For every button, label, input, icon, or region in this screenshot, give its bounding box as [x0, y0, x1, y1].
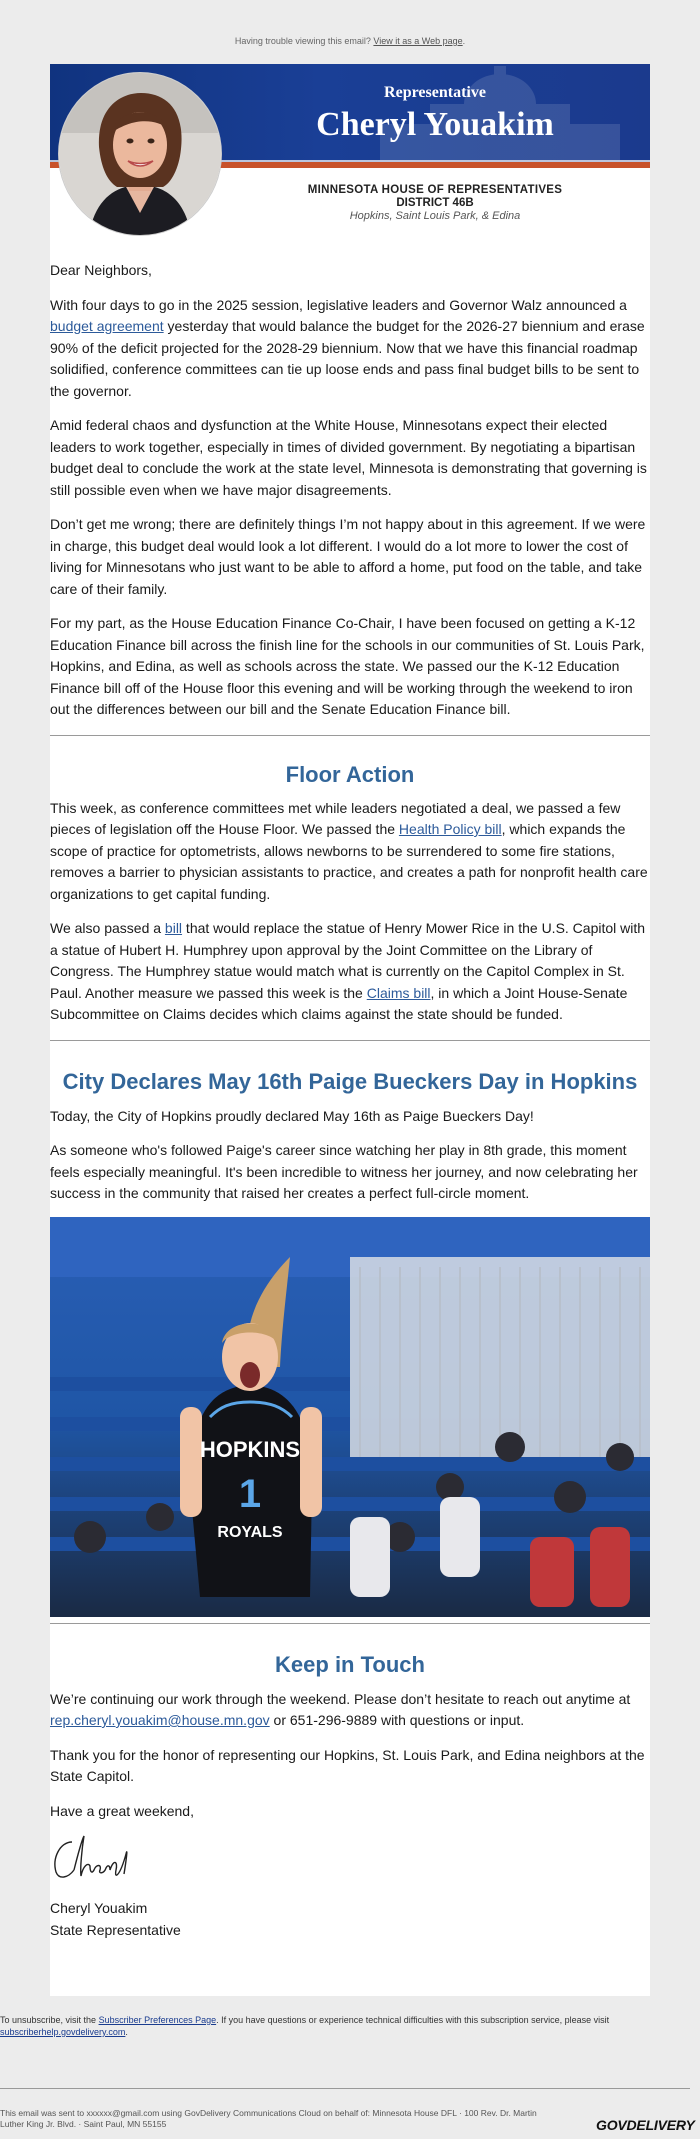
keep-p1-text-a: We’re continuing our work through the weekend. Please don’t hesitate to reach out anytime at [50, 1690, 631, 1707]
paige-heading: City Declares May 16th Paige Bueckers Day in Hopkins [62, 1068, 638, 1094]
footer-text-c: . [125, 2027, 128, 2037]
keep-paragraph-2: Thank you for the honor of representing our Hopkins, St. Louis Park, and Edina neighbors at the State Capitol. [50, 1746, 645, 1784]
district-number: DISTRICT 46B [396, 197, 474, 209]
signoff-name: Cheryl Youakim [50, 1900, 148, 1916]
jersey-number: 1 [238, 1471, 262, 1516]
greeting: Dear Neighbors, [50, 262, 152, 278]
preheader-end: . [462, 36, 466, 46]
claims-bill-link[interactable]: Claims bill [366, 984, 431, 1001]
intro-paragraph-1 [50, 295, 650, 403]
paige-paragraph-2: As someone who's followed Paige's career since watching her play in 8th grade, this moment feels especially meaningful. It's been incredible to witness her journey, and now celebrating her success in the community that raised her creates a perfect full-circle moment. [50, 1142, 638, 1201]
intro-section [50, 236, 650, 721]
floor-action-heading: Floor Action [285, 761, 415, 787]
floor-action-section [50, 736, 650, 1026]
intro-p1-text-b: yesterday that would balance the budget for the 2026-27 biennium and erase 90% of the deficit projected for the 2028-29 biennium. Now that we have this financial roadmap solidified, conference committees can tie up loose ends and pass final budget bills to be sent to the governor. [50, 318, 645, 399]
district-cities: Hopkins, Saint Louis Park, & Edina [349, 210, 521, 222]
intro-paragraph-4: For my part, as the House Education Finance Co-Chair, I have been focused on getting a K-12 Education Finance bill across the finish line for the schools in our communities of St. Louis Park, Hopkins, and Edina, as well as schools across the state. We passed our the K-12 Education Finance bill off of the House floor this evening and will be working through the weekend to iron out the differences between our bill and the Senate Education Finance bill. [50, 615, 645, 717]
paige-bueckers-photo [50, 1217, 650, 1617]
jersey-bottom-text: ROYALS [217, 1523, 283, 1541]
floor-paragraph-2 [50, 918, 650, 1026]
floor-p1-text-a: This week, as conference committees met while leaders negotiated a deal, we passed a few pieces of legislation off the House Floor. We passed the [50, 799, 621, 837]
budget-agreement-link[interactable]: budget agreement [50, 318, 164, 334]
portrait-photo [59, 73, 221, 235]
subscriber-help-link[interactable]: subscriberhelp.govdelivery.com [0, 2027, 126, 2037]
footer-text-a: To unsubscribe, visit the [0, 2015, 99, 2025]
signature-image [50, 1828, 650, 1890]
email-card [50, 64, 650, 1996]
floor-p1-text-b: , which expands the scope of practice for optometrists, allows newborns to be surrendered to some fire stations, removes a barrier to physician assistants to practice, and creates a path for nonprofit health care organizations to get capital funding. [50, 821, 648, 902]
signoff-title: State Representative [50, 1921, 181, 1938]
keep-p1-text-b: or 651-296-9889 with questions or input. [269, 1712, 525, 1728]
keep-in-touch-section [50, 1624, 650, 1942]
floor-paragraph-1 [50, 798, 650, 906]
representative-label: Representative [384, 84, 486, 101]
statue-bill-link[interactable]: bill [164, 920, 183, 936]
footer-sent-to: This email was sent to xxxxxx@gmail.com using GovDelivery Communications Cloud on behalf of: Minnesota House DFL · 100 Rev. Dr. Martin Luther King Jr. Blvd. · Saint Paul, MN 55155 [0, 2108, 537, 2129]
intro-paragraph-2: Amid federal chaos and dysfunction at the White House, Minnesotans expect their elected leaders to work together, especially in times of divided government. By negotiating a bipartisan budget deal to conclude the work at the state level, Minnesota is demonstrating that governing is still possible even when we have major disagreements. [50, 417, 647, 498]
floor-p2-text-b: that would replace the statue of Henry Mower Rice in the U.S. Capitol with a statue of Hubert H. Humphrey upon approval by the Joint Committee on the Library of Congress. The Humphrey statue would match what is currently on the Capitol Complex in St. Paul. Another measure we passed this week is the [50, 920, 646, 1001]
preheader [0, 0, 700, 64]
preheader-text: Having trouble viewing this email? [234, 36, 374, 46]
subscriber-preferences-link[interactable]: Subscriber Preferences Page [98, 2015, 217, 2025]
floor-p2-text-a: We also passed a [50, 920, 165, 936]
jersey-top-text: HOPKINS [199, 1436, 301, 1462]
org-name: MINNESOTA HOUSE OF REPRESENTATIVES [307, 184, 563, 196]
representative-name: Cheryl Youakim [316, 106, 554, 143]
district-info [220, 168, 650, 236]
intro-p1-text-a: With four days to go in the 2025 session, legislative leaders and Governor Walz announced a [50, 296, 627, 313]
floor-p2-text-c: , in which a Joint House-Senate Subcommittee on Claims decides which claims against the state should be funded. [50, 984, 628, 1022]
keep-paragraph-1 [50, 1689, 650, 1732]
footer [0, 2014, 700, 2038]
health-policy-bill-link[interactable]: Health Policy bill [398, 821, 502, 837]
keep-in-touch-heading: Keep in Touch [275, 1651, 425, 1677]
keep-paragraph-3: Have a great weekend, [50, 1802, 194, 1819]
intro-paragraph-3: Don’t get me wrong; there are definitely things I’m not happy about in this agreement. If we were in charge, this budget deal would look a lot different. I would do a lot more to lower the cost of living for Minnesotans who just want to be able to afford a home, put food on the table, and take care of their family. [50, 516, 646, 597]
paige-paragraph-1: Today, the City of Hopkins proudly declared May 16th as Paige Bueckers Day! [50, 1107, 534, 1124]
footer-text-b: . If you have questions or experience technical difficulties with this subscription service, please visit [216, 2015, 610, 2025]
govdelivery-logo[interactable]: GOVDELIVERY [596, 2117, 695, 2133]
email-link[interactable]: rep.cheryl.youakim@house.mn.gov [50, 1712, 270, 1728]
paige-bueckers-section [50, 1041, 650, 1617]
view-web-page-link[interactable]: View it as a Web page [373, 36, 463, 46]
footer-divider [0, 2088, 690, 2089]
